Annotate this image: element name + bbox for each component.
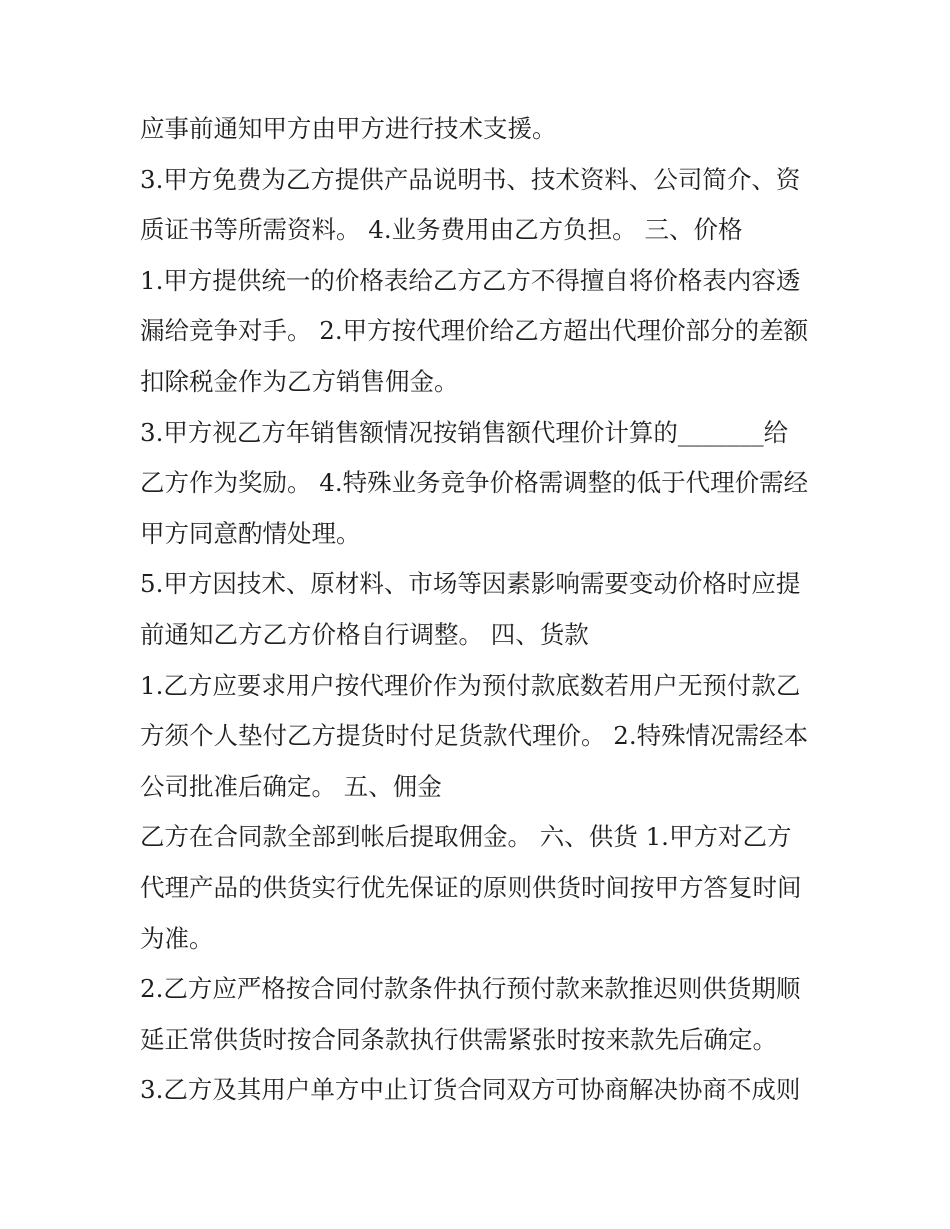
text-line: 3.甲方视乙方年销售额情况按销售额代理价计算的_______给 — [140, 417, 789, 447]
text-line: 5.甲方因技术、原材料、市场等因素影响需要变动价格时应提 — [140, 569, 801, 599]
text-line: 3.甲方免费为乙方提供产品说明书、技术资料、公司简介、资 — [140, 164, 801, 194]
text-line: 方须个人垫付乙方提货时付足货款代理价。 2.特殊情况需经本 — [140, 721, 809, 751]
text-line: 延正常供货时按合同条款执行供需紧张时按来款先后确定。 — [140, 1024, 777, 1054]
text-line: 2.乙方应严格按合同付款条件执行预付款来款推迟则供货期顺 — [140, 974, 801, 1004]
text-line: 质证书等所需资料。 4.业务费用由乙方负担。 三、价格 — [140, 215, 743, 245]
text-line: 前通知乙方乙方价格自行调整。 四、货款 — [140, 619, 589, 649]
text-line: 应事前通知甲方由甲方进行技术支援。 — [140, 114, 557, 143]
text-line: 1.甲方提供统一的价格表给乙方乙方不得擅自将价格表内容透 — [140, 265, 801, 295]
text-line: 乙方在合同款全部到帐后提取佣金。 六、供货 1.甲方对乙方 — [140, 822, 792, 852]
text-line: 漏给竞争对手。 2.甲方按代理价给乙方超出代理价部分的差额 — [140, 316, 809, 346]
text-line: 代理产品的供货实行优先保证的原则供货时间按甲方答复时间 — [140, 872, 802, 902]
text-line: 公司批准后确定。 五、佣金 — [140, 771, 442, 801]
text-line: 为准。 — [140, 923, 214, 953]
text-line: 扣除税金作为乙方销售佣金。 — [140, 366, 459, 396]
text-line: 甲方同意酌情处理。 — [140, 518, 361, 548]
text-line: 3.乙方及其用户单方中止订货合同双方可协商解决协商不成则 — [140, 1075, 801, 1105]
text-line: 乙方作为奖励。 4.特殊业务竞争价格需调整的低于代理价需经 — [140, 468, 809, 498]
contract-body-text — [140, 104, 820, 1116]
text-line: 1.乙方应要求用户按代理价作为预付款底数若用户无预付款乙 — [140, 670, 801, 700]
